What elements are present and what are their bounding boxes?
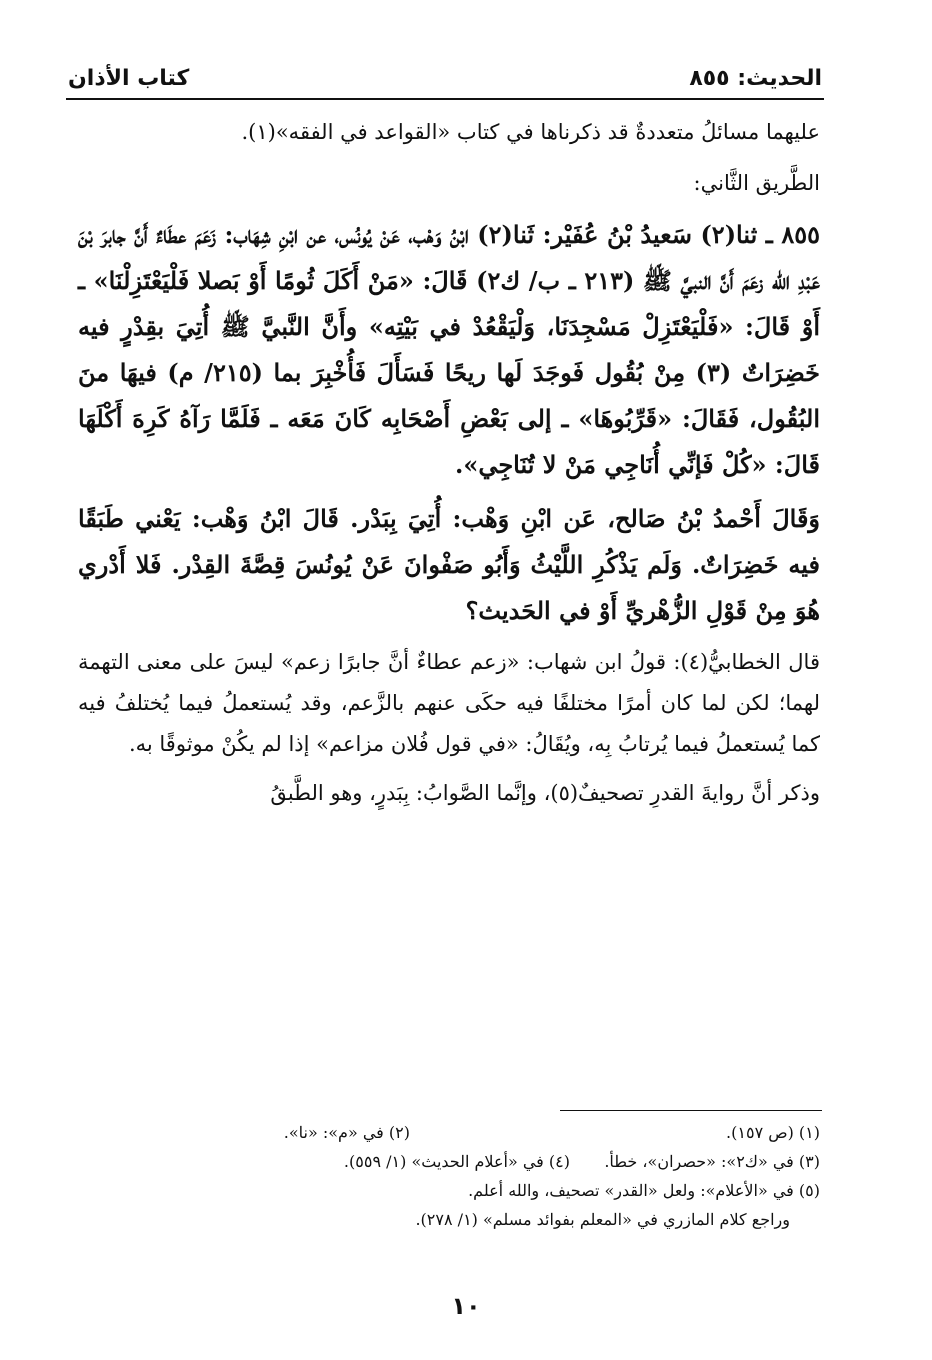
footnotes: [78, 1118, 820, 1234]
hadith-reference: الحديث: ٨٥٥: [689, 65, 822, 91]
footnote-4: (٤) في «أعلام الحديث» (١/ ٥٥٩).: [343, 1152, 570, 1171]
header-rule: [66, 98, 824, 100]
running-header: [68, 60, 822, 96]
section-heading: الطَّريق الثَّاني:: [693, 171, 820, 195]
paragraph-intro: عليهما مسائلُ متعددةٌ قد ذكرناها في كتاب «القواعد في الفقه»(١).: [241, 120, 820, 144]
paragraph-tashif: وذكر أنَّ روايةَ القدرِ تصحيفٌ(٥)، وإنَّما الصَّوابُ: بِبَدرٍ، وهو الطَّبقُ: [270, 781, 820, 805]
footnote-5: (٥) في «الأعلام»: ولعل «القدر» تصحيف، والله أعلم.: [468, 1181, 820, 1200]
hadith-text: ٨٥٥ ـ ثنا(٢) سَعيدُ بْنُ عُفَيْر: ثَنا(٢) ابْنُ وَهْب، عَنْ يُونُس، عن ابْنِ شِهَاب: زَعَمَ عطَاءٌ أَنَّ جابرَ بْنَ عَبْدِ الله زعَمَ أَنَّ النبيَّ ﷺ (٢١٣ ـ ب/ ك٢) قَالَ: «مَنْ أَكَلَ ثُومًا أَوْ بَصلا فَلْيَعْتَزِلْنَا» ـ أَوْ قَالَ: «فَلْيَعْتَزِلْ مَسْجِدَنَا، وَلْيَقْعُدْ في بَيْتِه» وأَنَّ النَّبيَّ ﷺ أُتِيَ بقِدْرٍ فيه خَضِرَاتٌ (٣) مِنْ بُقُول فَوجَدَ لَها ريحًا فَسَأَلَ فَأُخْبِرَ بما (٢١٥/ م) فيهَا منَ البُقُول، فَقَالَ: «قَرِّبُوهَا» ـ إلى بَعْضِ أَصْحَابِه كَانَ مَعَه ـ فَلَمَّا رَآهُ كَرِهَ أَكْلَهَا قَالَ: «كُلْ فَإنِّي أُنَاجِي مَنْ لا تُنَاجِي».: [78, 220, 820, 479]
footnote-1: (١) (ص ١٥٧).: [726, 1123, 820, 1142]
footnote-5-continued: وراجع كلام المازري في «المعلم بفوائد مسلم» (١/ ٢٧٨).: [415, 1210, 790, 1229]
footnote-row: [78, 1147, 820, 1176]
book-title: كتاب الأذان: [68, 65, 190, 91]
main-text: [78, 112, 820, 814]
footnote-rule: [560, 1110, 822, 1111]
footnote-3: (٣) في «ك٢»: «حصران»، خطأ.: [604, 1152, 820, 1171]
footnote-row: [78, 1176, 820, 1205]
footnote-row: [78, 1118, 820, 1147]
hadith-commentary: وَقَالَ أَحْمدُ بْنُ صَالح، عَن ابْنِ وَهْب: أُتِيَ بِبَدْر. قَالَ ابْنُ وَهْب: يَعْني طَبَقًا فيه خَضِرَاتٌ. وَلَم يَذْكُرِ اللَّيْثُ وَأَبُو صَفْوانَ عَنْ يُونُسَ قِصَّةَ القِدْر. فَلا أَدْري هُوَ مِنْ قَوْلِ الزُّهْريِّ أَوْ في الحَديث؟: [78, 504, 821, 625]
footnote-row: [78, 1205, 820, 1234]
paragraph-khattabi: قال الخطابيُّ(٤): قولُ ابن شهاب: «زعم عطاءٌ أنَّ جابرًا زعم» ليسَ على معنى التهمة لهما؛ لكن لما كان أمرًا مختلفًا فيه حكَى عنهم بالزَّعم، وقد يُستعملُ فيما يُختلفُ فيه كما يُستعملُ فيما يُرتابُ بِه، ويُقَالُ: «في قول فُلان مزاعم» إذا لم يكُنْ موثوقًا به.: [78, 650, 820, 756]
page-number: ١٠: [451, 1292, 481, 1320]
footnote-2: (٢) في «م»: «نا».: [283, 1123, 410, 1142]
